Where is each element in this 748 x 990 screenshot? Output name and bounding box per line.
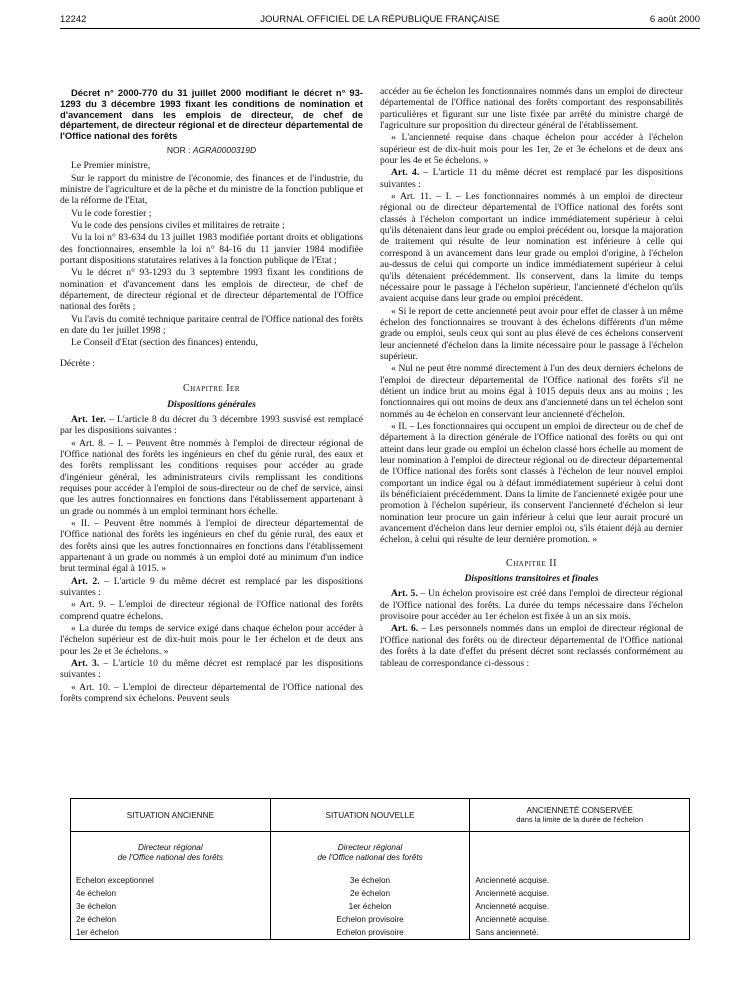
column-subheader: dans la limite de la durée de l'échelon (516, 815, 644, 824)
page-header (60, 12, 700, 28)
section-heading: Dispositions transitoires et finales (464, 573, 599, 585)
paragraph: Vu l'avis du comité technique paritaire central de l'Office national des forêts en date du 1er juillet 1998 ; (60, 313, 363, 337)
decrete-line: Décrète : (60, 357, 95, 369)
table-cell: Ancienneté acquise. (470, 874, 690, 887)
table-cell (470, 832, 690, 875)
article-label: Art. 6. (391, 623, 419, 635)
article: Art. 4. – L'article 11 du même décret est remplacé par les dispositions suivantes : (380, 167, 683, 190)
journal-title: JOURNAL OFFICIEL DE LA RÉPUBLIQUE FRANÇAISE (260, 14, 500, 25)
table-cell: Directeur régional de l'Office national des forêts (71, 832, 271, 875)
article-label: Art. 3. (71, 658, 100, 670)
decree-title: Décret n° 2000-770 du 31 juillet 2000 modifiant le décret n° 93-1293 du 3 décembre 1993 fixant les conditions de nomination et d'avancement dans les emplois de directeur, de chef de département, de directeur régional et de directeur départemental de l'Office national des forêts (60, 87, 363, 142)
paragraph: « Art. 8. – I. – Peuvent être nommés à l'emploi de directeur régional de l'Office national des forêts les ingénieurs en chef du génie rural, des eaux et des forêts remplissant les conditions requises pour accéder au grade d'ingénieur général, les administrateurs civils remplissant les conditions requises pour accéder à l'emploi de sous-directeur ou de chef de service, ainsi que les autres fonctionnaires en fonctions dans l'établissement appartenant à un grade ou nommés à un emploi terminant hors échelle. (60, 437, 363, 517)
article-label: Art. 2. (71, 575, 100, 587)
chapter-heading: Chapitre Ier (183, 383, 240, 395)
table-cell: Echelon provisoire (270, 926, 470, 940)
correspondence-table (70, 798, 690, 940)
table-row (71, 887, 690, 900)
table-row (71, 900, 690, 913)
issue-date: 6 août 2000 (649, 14, 700, 25)
table-group-row (71, 832, 690, 875)
article-label: Art. 1er. (71, 413, 106, 425)
paragraph: « Art. 9. – L'emploi de directeur régional de l'Office national des forêts comprend quatre échelons. (60, 599, 363, 622)
paragraph: Vu le décret n° 93-1293 du 3 septembre 1993 fixant les conditions de nomination et d'avancement dans les emplois de directeur, de chef de département, de directeur régional et de directeur départemental de l'Office national des forêts ; (60, 267, 363, 313)
page-number: 12242 (60, 14, 87, 25)
table-cell: 2e échelon (270, 887, 470, 900)
paragraph: Sur le rapport du ministre de l'économie, des finances et de l'industrie, du ministre de l'agriculture et de la pêche et du ministre de la fonction publique et de la réforme de l'Etat, (60, 172, 363, 207)
section-heading: Dispositions générales (167, 398, 256, 410)
article: Art. 6. – Les personnels nommés dans un emploi de directeur régional de l'Office national des forêts ou de directeur départemental de l'Office national des forêts à la date d'effet du présent décret sont reclassés conformément au tableau de correspondance ci-dessous : (380, 623, 684, 669)
right-column (380, 86, 683, 670)
left-column (60, 88, 363, 705)
paragraph: accéder au 6e échelon les fonctionnaires nommés dans un emploi de directeur départemental de l'Office national des forêts comportant des responsabilités particulières et figurant sur une liste fixée par arrêté du ministre chargé de l'agriculture sur proposition du directeur général de l'établissement. (380, 86, 683, 132)
article: Art. 1er. – L'article 8 du décret du 3 décembre 1993 susvisé est remplacé par les dispositions suivantes : (60, 413, 363, 437)
table-cell: 2e échelon (71, 913, 271, 926)
paragraph: « Nul ne peut être nommé directement à l'un des deux derniers échelons de l'emploi de directeur départemental de l'Office national des forêts s'il ne détient un indice brut au moins égal à 1015 depuis deux ans au moins ; les fonctionnaires qui ont moins de deux ans d'ancienneté dans un tel échelon sont nommés au 4e échelon en conservant leur ancienneté d'échelon. (380, 363, 683, 420)
column-header: ANCIENNETÉ CONSERVÉE dans la limite de la durée de l'échelon (470, 799, 690, 832)
table-row (71, 874, 690, 887)
table-cell: Ancienneté acquise. (470, 913, 690, 926)
column-header: SITUATION NOUVELLE (270, 799, 470, 832)
paragraph: Le Conseil d'Etat (section des finances) entendu, (71, 337, 258, 349)
article: Art. 5. – Un échelon provisoire est créé dans l'emploi de directeur régional de l'Office national des forêts. La durée du temps nécessaire dans l'échelon provisoire pour accéder au 1er échelon est fixée à un an six mois. (380, 588, 684, 623)
table-cell: 1er échelon (71, 926, 271, 940)
table-cell: Ancienneté acquise. (470, 900, 690, 913)
table-header-row (71, 799, 690, 832)
table-cell: 3e échelon (71, 900, 271, 913)
nor-code: AGRA0000319D (192, 144, 257, 155)
paragraph: « Art. 10. – L'emploi de directeur départemental de l'Office national des forêts comprend six échelons. Peuvent seuls (60, 681, 363, 705)
table-cell: Sans ancienneté. (470, 926, 690, 940)
table-cell: 3e échelon (270, 874, 470, 887)
table-row (71, 913, 690, 926)
table-cell: 4e échelon (71, 887, 271, 900)
paragraph: « II. – Les fonctionnaires qui occupent un emploi de directeur ou de chef de département à la direction générale de l'Office national des forêts ou qui ont atteint dans leur grade ou emploi un échelon classé hors échelle au moment de leur nomination à l'emploi de directeur régional ou de directeur départemental de l'Office national des forêts sont classés à l'échelon de leur nouvel emploi comportant un indice égal ou à défaut immédiatement supérieur à celui dont ils bénéficiaient précédemment. Dans la limite de l'ancienneté exigée pour une promotion à l'échelon supérieur, ils conservent l'ancienneté d'échelon si leur nomination leur procure un gain inférieur à celui que leur aurait procuré un avancement d'échelon dans leur dernier emploi ou, s'ils étaient déjà au dernier échelon, à celui qui résulte de leur dernière promotion. » (380, 420, 683, 546)
table-cell: Echelon provisoire (270, 913, 470, 926)
table-cell: Ancienneté acquise. (470, 887, 690, 900)
nor-label: NOR : (166, 144, 191, 155)
article: Art. 2. – L'article 9 du même décret est remplacé par les dispositions suivantes : (60, 575, 364, 599)
table-cell: Directeur régional de l'Office national des forêts (270, 832, 470, 875)
table-cell: Echelon exceptionnel (71, 874, 271, 887)
paragraph: « Art. 11. – I. – Les fonctionnaires nommés à un emploi de directeur régional ou de directeur départemental de l'Office national des forêts sont classés à l'échelon comportant un indice immédiatement supérieur à celui qu'ils détenaient dans leur grade ou emploi précédent ou, lorsque la majoration de traitement qui résulte de leur nomination est inférieure à celle qui correspond à un avancement dans leur grade ou emploi d'origine, à l'échelon au-dessus de celui qui comporte un indice immédiatement supérieur à celui qu'ils détenaient précédemment. Ils conservent, dans la limite du temps nécessaire pour le passage à l'échelon supérieur, l'ancienneté d'échelon qu'ils avaient acquise dans leur grade ou emploi précédent. (380, 191, 683, 305)
paragraph: « Si le report de cette ancienneté peut avoir pour effet de classer à un même échelon des fonctionnaires se trouvant à des échelons différents d'un même grade ou emploi, seuls ceux qui sont au plus élevé de ces échelons conservent leur ancienneté d'échelon dans la limite nécessaire pour le passage à l'échelon supérieur. (380, 305, 683, 362)
paragraph: Vu le code forestier ; (71, 207, 152, 219)
header-rule (60, 28, 700, 29)
paragraph: Vu le code des pensions civiles et militaires de retraite ; (71, 220, 285, 232)
table-row (71, 926, 690, 940)
article: Art. 3. – L'article 10 du même décret est remplacé par les dispositions suivantes : (60, 658, 364, 681)
paragraph: « II. – Peuvent être nommés à l'emploi de directeur départemental de l'Office national des forêts les ingénieurs en chef du génie rural, des eaux et des forêts ainsi que les autres fonctionnaires en fonctions dans l'établissement appartenant à un grade ou nommés à un emploi doté au minimum d'un indice brut terminal égal à 1015. » (60, 517, 363, 575)
nor-line (60, 145, 363, 156)
paragraph: Le Premier ministre, (71, 160, 151, 172)
chapter-heading: Chapitre II (506, 557, 557, 569)
table-cell: 1er échelon (270, 900, 470, 913)
paragraph: « La durée du temps de service exigé dans chaque échelon pour accéder à l'échelon supérieur est de dix-huit mois pour le 1er échelon et de deux ans pour les 2e et 3e échelons. » (60, 623, 363, 657)
column-header: SITUATION ANCIENNE (71, 799, 271, 832)
paragraph: Vu la loi n° 83-634 du 13 juillet 1983 modifiée portant droits et obligations des fonctionnaires, ensemble la loi n° 84-16 du 11 janvier 1984 modifiée portant dispositions statutaires relatives à la fonction publique de l'Etat ; (60, 232, 363, 267)
article-label: Art. 4. (391, 167, 420, 179)
article-label: Art. 5. (391, 588, 418, 600)
paragraph: « L'ancienneté requise dans chaque échelon pour accéder à l'échelon supérieur est de dix-huit mois pour les 1er, 2e et 3e échelons et de deux ans pour les 4e et 5e échelons. » (380, 132, 683, 167)
